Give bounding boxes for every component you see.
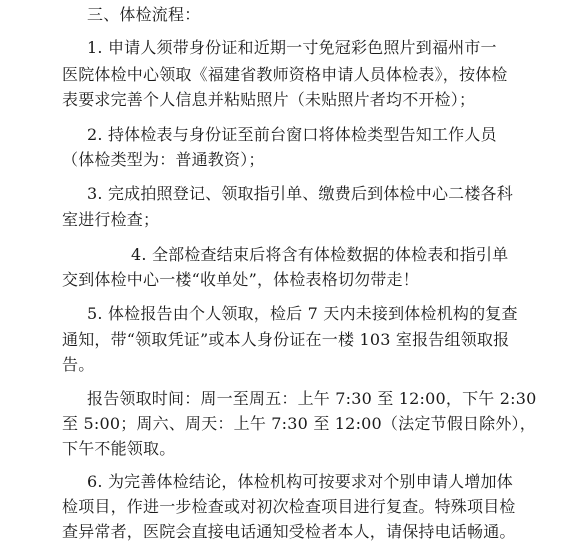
paragraph-line: 告。: [62, 355, 95, 374]
paragraph-line: 下午不能领取。: [62, 439, 176, 458]
paragraph-line: 检项目，作进一步检查或对初次检查项目进行复查。特殊项目检: [62, 497, 516, 516]
paragraph-line: 查异常者，医院会直接电话通知受检者本人，请保持电话畅通。: [62, 522, 516, 541]
paragraph-line: 6. 为完善体检结论，体检机构可按要求对个别申请人增加体: [87, 472, 513, 491]
paragraph-line: 交到体检中心一楼“收单处”，体检表格切勿带走！: [62, 270, 419, 289]
paragraph-line: 3. 完成拍照登记、领取指引单、缴费后到体检中心二楼各科: [87, 184, 513, 203]
paragraph-line: 4. 全部检查结束后将含有体检数据的体检表和指引单: [131, 245, 509, 264]
paragraph-line: 2. 持体检表与身份证至前台窗口将体检类型告知工作人员: [87, 125, 497, 144]
paragraph-line: 室进行检查；: [62, 210, 160, 229]
paragraph-line: （体检类型为：普通教资）；: [62, 150, 265, 169]
paragraph-line: 5. 体检报告由个人领取，检后 7 天内未接到体检机构的复查: [87, 304, 518, 323]
paragraph-line: 医院体检中心领取《福建省教师资格申请人员体检表》，按体检: [62, 65, 508, 84]
section-heading: 三、体检流程：: [87, 5, 201, 24]
paragraph-line: 报告领取时间：周一至周五：上午 7:30 至 12:00，下午 2:30: [87, 389, 537, 408]
paragraph-line: 表要求完善个人信息并粘贴照片（未贴照片者均不开检）；: [62, 90, 476, 109]
paragraph-line: 通知，带“领取凭证”或本人身份证在一楼 103 室报告组领取报: [62, 330, 510, 349]
paragraph-line: 至 5:00；周六、周天：上午 7:30 至 12:00（法定节假日除外），: [62, 414, 536, 433]
paragraph-line: 1. 申请人须带身份证和近期一寸免冠彩色照片到福州市一: [87, 38, 497, 57]
